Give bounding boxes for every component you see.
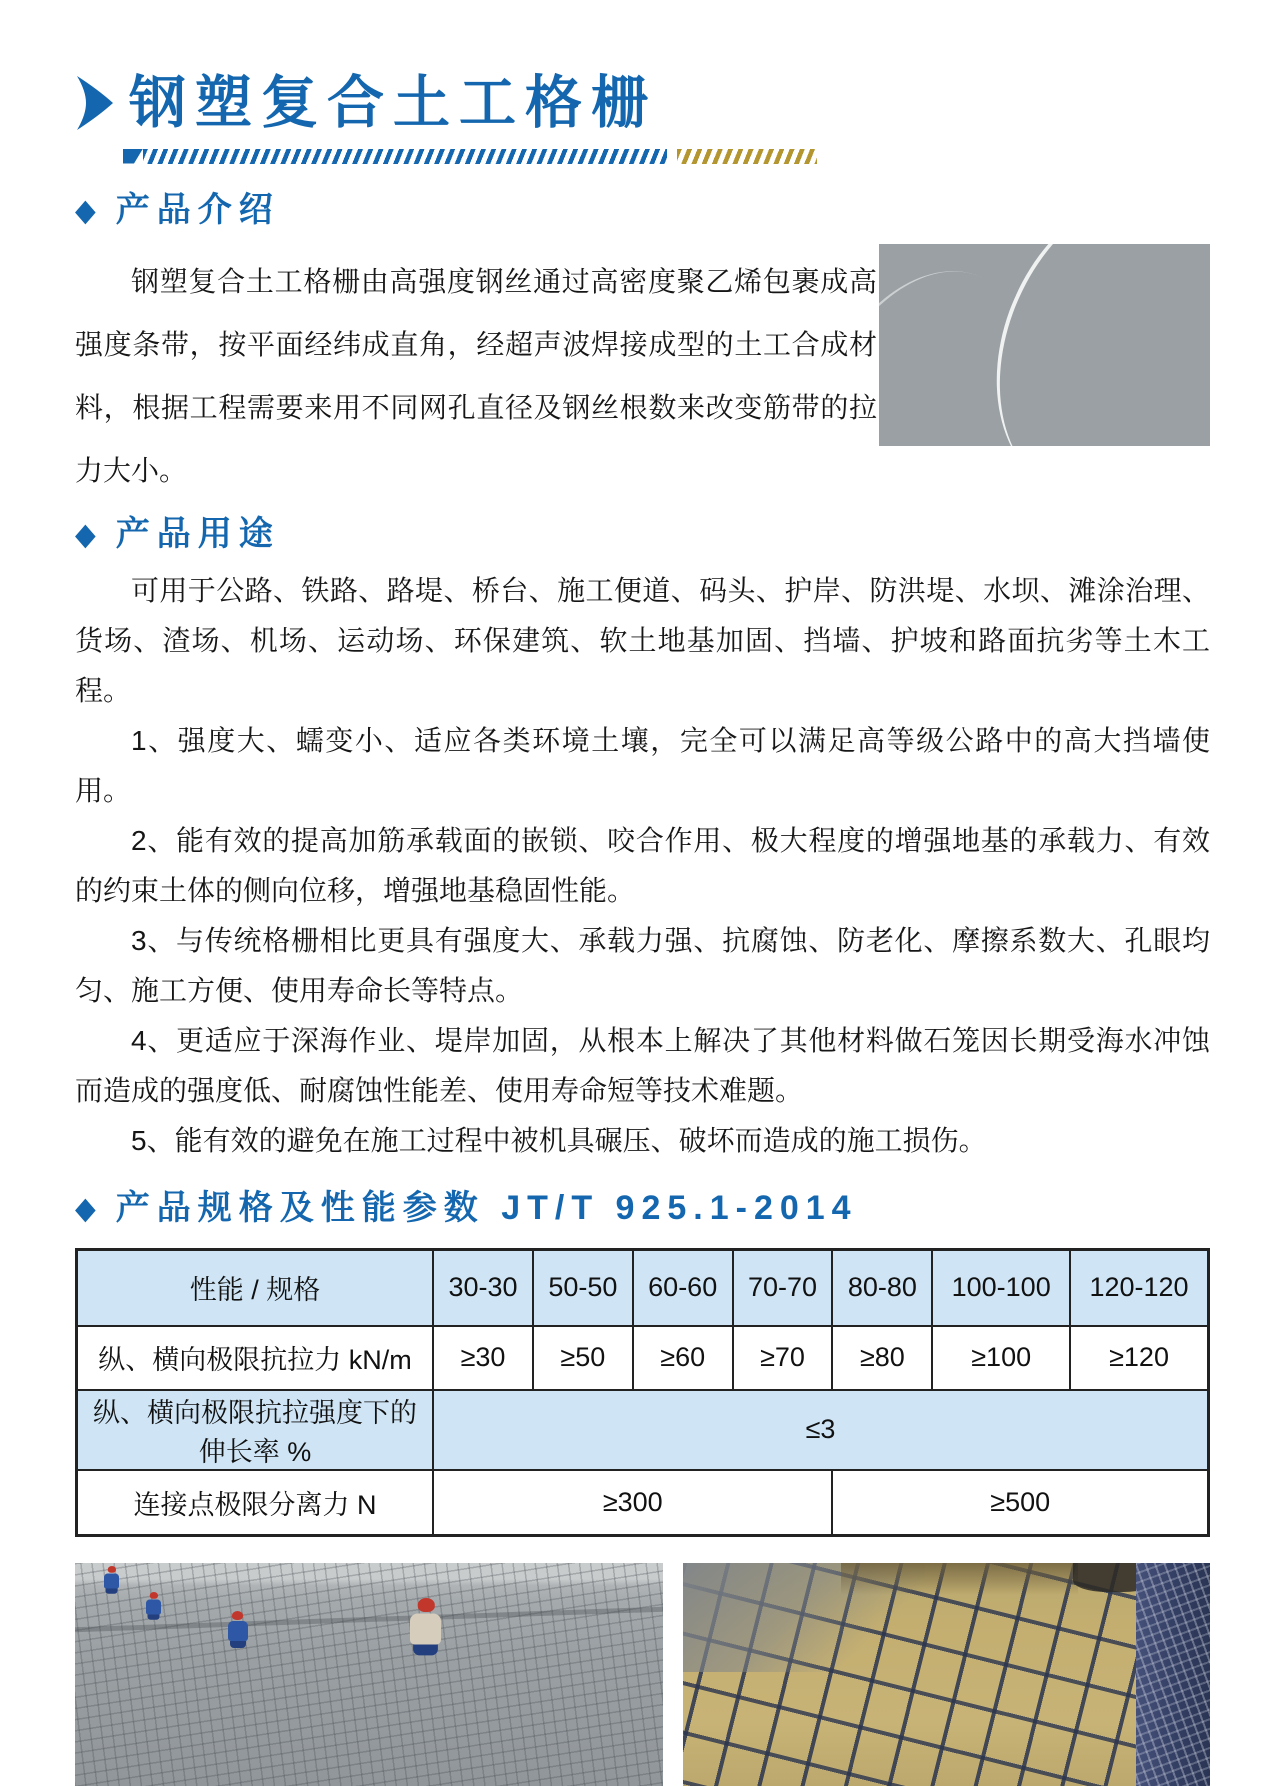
row-label: 连接点极限分离力 N bbox=[77, 1470, 434, 1536]
page-header bbox=[75, 66, 1210, 140]
usage-paragraph: 可用于公路、铁路、路堤、桥台、施工便道、码头、护岸、防洪堤、水坝、滩涂治理、货场、渣场、机场、运动场、环保建筑、软土地基加固、挡墙、护坡和路面抗劣等土木工程。 bbox=[75, 575, 1210, 706]
table-row-tensile bbox=[77, 1326, 1209, 1390]
section-title: 产品用途 bbox=[115, 515, 280, 553]
row-label: 纵、横向极限抗拉力 kN/m bbox=[77, 1326, 434, 1390]
chevron-right-icon bbox=[75, 76, 115, 130]
worker-figure bbox=[146, 1592, 161, 1620]
header-cell: 60-60 bbox=[633, 1250, 733, 1326]
header-cell: 120-120 bbox=[1070, 1250, 1208, 1326]
header-cell: 30-30 bbox=[433, 1250, 533, 1326]
table-header-row bbox=[77, 1250, 1209, 1326]
diamond-icon: ◆ bbox=[75, 516, 96, 551]
row-label: 纵、横向极限抗拉强度下的伸长率 % bbox=[77, 1390, 434, 1470]
value-cell: ≥80 bbox=[832, 1326, 932, 1390]
mesh-seam bbox=[75, 1607, 663, 1633]
intro-content bbox=[75, 250, 1210, 502]
gold-stripes bbox=[677, 149, 817, 164]
worker-figure bbox=[228, 1611, 248, 1648]
value-cell: ≥30 bbox=[433, 1326, 533, 1390]
usage-paragraph: 4、更适应于深海作业、堤岸加固，从根本上解决了其他材料做石笼因长期受海水冲蚀而造成的强度低、耐腐蚀性能差、使用寿命短等技术难题。 bbox=[75, 1025, 1210, 1106]
specs-table bbox=[75, 1248, 1210, 1537]
usage-paragraph: 3、与传统格栅相比更具有强度大、承载力强、抗腐蚀、防老化、摩擦系数大、孔眼均匀、施工方便、使用寿命长等特点。 bbox=[75, 925, 1210, 1006]
site-photos bbox=[75, 1563, 1210, 1786]
mesh-roll-band bbox=[1136, 1563, 1210, 1786]
value-cell: ≥70 bbox=[733, 1326, 833, 1390]
section-intro bbox=[75, 188, 1210, 502]
value-cell: ≥50 bbox=[533, 1326, 633, 1390]
usage-paragraph: 1、强度大、蠕变小、适应各类环境土壤，完全可以满足高等级公路中的高大挡墙使用。 bbox=[75, 725, 1210, 806]
header-cell: 50-50 bbox=[533, 1250, 633, 1326]
header-cell: 100-100 bbox=[932, 1250, 1070, 1326]
stripe-wedge bbox=[123, 149, 143, 164]
value-cell: ≥120 bbox=[1070, 1326, 1208, 1390]
value-cell: ≥300 bbox=[433, 1470, 832, 1536]
section-intro-heading bbox=[75, 188, 1210, 232]
usage-paragraph: 2、能有效的提高加筋承载面的嵌锁、咬合作用、极大程度的增强地基的承载力、有效的约束土体的侧向位移，增强地基稳固性能。 bbox=[75, 825, 1210, 906]
section-specs-heading bbox=[75, 1186, 1210, 1230]
workers-laying-geogrid-photo bbox=[75, 1563, 663, 1786]
geogrid-mesh-on-soil-photo bbox=[683, 1563, 1210, 1786]
section-usage-heading bbox=[75, 512, 1210, 556]
dirt-strip bbox=[841, 1563, 1078, 1595]
usage-paragraphs bbox=[75, 566, 1210, 1166]
usage-paragraph: 5、能有效的避免在施工过程中被机具碾压、破坏而造成的施工损伤。 bbox=[131, 1125, 987, 1156]
section-title: 产品规格及性能参数 JT/T 925.1-2014 bbox=[115, 1189, 858, 1227]
value-cell: ≥60 bbox=[633, 1326, 733, 1390]
table-row-junction bbox=[77, 1470, 1209, 1536]
page-title: 钢塑复合土工格栅 bbox=[129, 69, 657, 136]
decorative-stripe-band bbox=[123, 148, 1210, 164]
diamond-icon: ◆ bbox=[75, 1190, 96, 1225]
section-title: 产品介绍 bbox=[115, 191, 280, 229]
geogrid-rolls-photo bbox=[879, 244, 1210, 446]
blue-stripes bbox=[143, 149, 667, 164]
diamond-icon: ◆ bbox=[75, 192, 96, 227]
value-cell: ≥500 bbox=[832, 1470, 1208, 1536]
header-cell: 性能 / 规格 bbox=[77, 1250, 434, 1326]
worker-figure bbox=[104, 1566, 119, 1594]
table-row-elongation bbox=[77, 1390, 1209, 1470]
worker-figure bbox=[410, 1598, 441, 1655]
header-cell: 70-70 bbox=[733, 1250, 833, 1326]
section-usage bbox=[75, 512, 1210, 1166]
value-cell: ≥100 bbox=[932, 1326, 1070, 1390]
value-cell: ≤3 bbox=[433, 1390, 1208, 1470]
intro-paragraph: 钢塑复合土工格栅由高强度钢丝通过高密度聚乙烯包裹成高强度条带，按平面经纬成直角，经超声波焊接成型的土工合成材料，根据工程需要来用不同网孔直径及钢丝根数来改变筋带的拉力大小。 bbox=[75, 266, 877, 486]
stripe-gap bbox=[667, 149, 677, 164]
header-cell: 80-80 bbox=[832, 1250, 932, 1326]
section-specs bbox=[75, 1186, 1210, 1537]
